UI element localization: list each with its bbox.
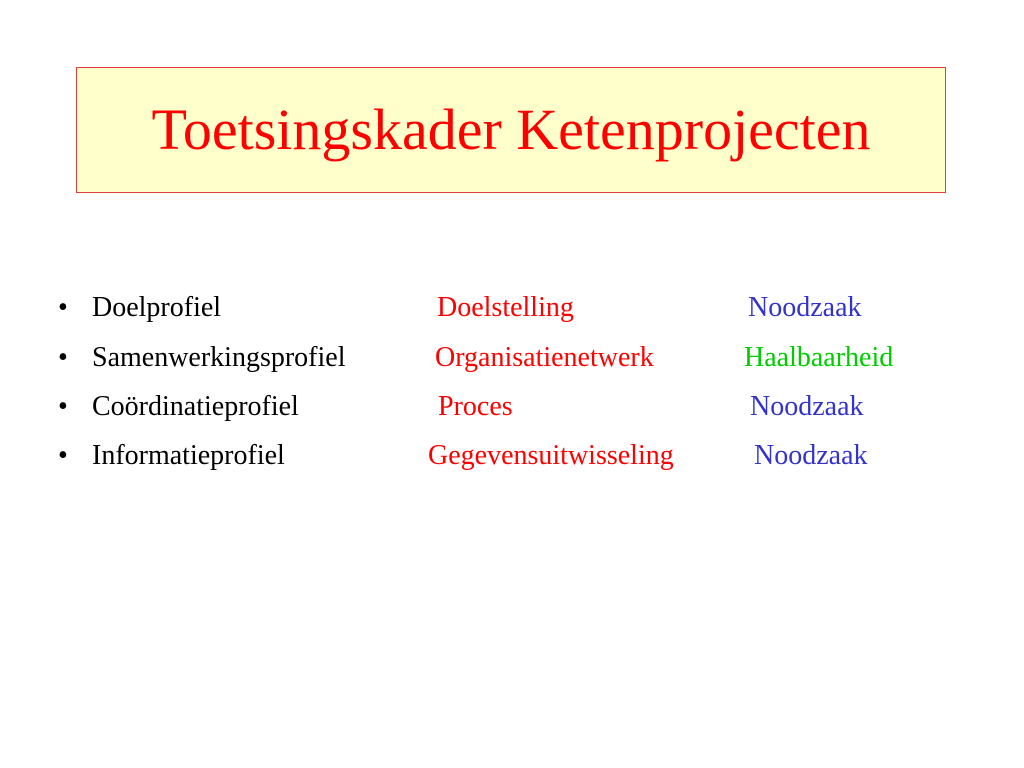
bullet-row-samenwerkingsprofiel <box>0 338 1024 378</box>
title-box <box>76 67 946 193</box>
bullet-icon: • <box>58 391 68 422</box>
bullet-icon: • <box>58 440 68 471</box>
bullet-icon: • <box>58 342 68 373</box>
bullet-row-informatieprofiel <box>0 436 1024 476</box>
criterion-label: Noodzaak <box>754 440 868 471</box>
profile-label: Informatieprofiel <box>92 440 285 471</box>
criterion-label: Haalbaarheid <box>744 342 894 373</box>
bullet-icon: • <box>58 292 68 323</box>
profile-label: Doelprofiel <box>92 292 222 323</box>
profile-label: Samenwerkingsprofiel <box>92 342 346 373</box>
aspect-label: Doelstelling <box>437 292 574 323</box>
bullet-row-coordinatieprofiel <box>0 387 1024 427</box>
bullet-row-doelprofiel <box>0 288 1024 328</box>
criterion-label: Noodzaak <box>750 391 864 422</box>
aspect-label: Organisatienetwerk <box>435 342 654 373</box>
aspect-label: Proces <box>438 391 513 422</box>
criterion-label: Noodzaak <box>748 292 862 323</box>
aspect-label: Gegevensuitwisseling <box>428 440 674 471</box>
slide-title: Toetsingskader Ketenprojecten <box>151 97 871 162</box>
profile-label: Coördinatieprofiel <box>92 391 299 422</box>
